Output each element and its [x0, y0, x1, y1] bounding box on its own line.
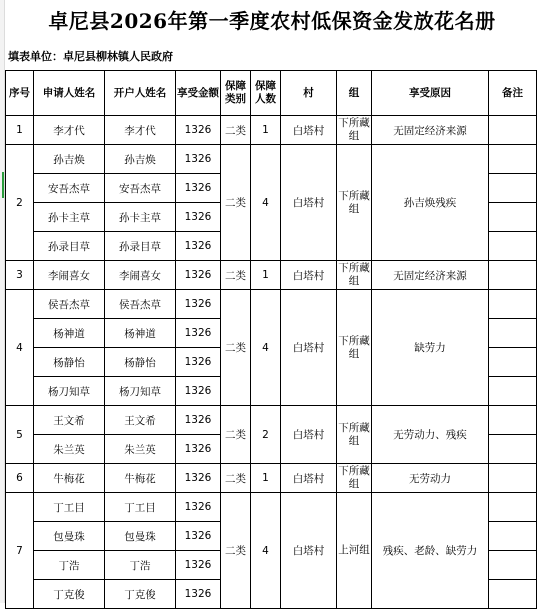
cell-applicant: 包曼珠 [34, 522, 105, 551]
cell-applicant: 朱兰英 [34, 435, 105, 464]
header-seq: 序号 [6, 71, 34, 116]
subsidy-roster-table [5, 70, 537, 609]
cell-amount: 1326 [176, 261, 221, 290]
cell-count: 4 [251, 493, 281, 609]
cell-account: 孙吉焕 [105, 145, 176, 174]
cell-count: 1 [251, 116, 281, 145]
cell-seq: 1 [6, 116, 34, 145]
cell-note [489, 261, 537, 290]
cell-applicant: 杨静怡 [34, 348, 105, 377]
table-row [6, 493, 537, 522]
table-row [6, 406, 537, 435]
cell-amount: 1326 [176, 203, 221, 232]
cell-seq: 3 [6, 261, 34, 290]
cell-note [489, 551, 537, 580]
header-applicant: 申请人姓名 [34, 71, 105, 116]
cell-account: 侯吾杰草 [105, 290, 176, 319]
cell-account: 杨神道 [105, 319, 176, 348]
cell-category: 二类 [221, 493, 251, 609]
cell-category: 二类 [221, 406, 251, 464]
cell-category: 二类 [221, 464, 251, 493]
filling-unit-label: 填表单位：卓尼县柳林镇人民政府 [8, 50, 173, 63]
cell-applicant: 李闹喜女 [34, 261, 105, 290]
cell-village: 白塔村 [281, 116, 337, 145]
cell-applicant: 丁克俊 [34, 580, 105, 609]
cell-count: 2 [251, 406, 281, 464]
cell-applicant: 牛梅花 [34, 464, 105, 493]
header-count: 保障人数 [251, 71, 281, 116]
cell-note [489, 435, 537, 464]
cell-group: 下所藏组 [337, 290, 372, 406]
page-title: 卓尼县2026年第一季度农村低保资金发放花名册 [48, 9, 496, 33]
cell-amount: 1326 [176, 174, 221, 203]
cell-note [489, 580, 537, 609]
header-account: 开户人姓名 [105, 71, 176, 116]
cell-applicant: 孙吉焕 [34, 145, 105, 174]
cell-reason: 无劳动力 [372, 464, 489, 493]
cell-note [489, 203, 537, 232]
cell-count: 4 [251, 145, 281, 261]
cell-amount: 1326 [176, 493, 221, 522]
header-reason: 享受原因 [372, 71, 489, 116]
cell-applicant: 李才代 [34, 116, 105, 145]
cell-village: 白塔村 [281, 145, 337, 261]
cell-group: 下所藏组 [337, 406, 372, 464]
cell-note [489, 174, 537, 203]
cell-note [489, 116, 537, 145]
cell-applicant: 丁工目 [34, 493, 105, 522]
cell-account: 杨刀知草 [105, 377, 176, 406]
cell-amount: 1326 [176, 319, 221, 348]
header-group: 组 [337, 71, 372, 116]
cell-amount: 1326 [176, 435, 221, 464]
cell-applicant: 孙录目草 [34, 232, 105, 261]
cell-amount: 1326 [176, 551, 221, 580]
cell-seq: 2 [6, 145, 34, 261]
cell-applicant: 杨神道 [34, 319, 105, 348]
cell-reason: 无固定经济来源 [372, 261, 489, 290]
cell-amount: 1326 [176, 377, 221, 406]
cell-applicant: 丁浩 [34, 551, 105, 580]
cell-amount: 1326 [176, 522, 221, 551]
cell-account: 丁克俊 [105, 580, 176, 609]
cell-amount: 1326 [176, 145, 221, 174]
cell-amount: 1326 [176, 406, 221, 435]
table-row [6, 290, 537, 319]
header-note: 备注 [489, 71, 537, 116]
cell-amount: 1326 [176, 464, 221, 493]
cell-reason: 孙吉焕残疾 [372, 145, 489, 261]
cell-village: 白塔村 [281, 261, 337, 290]
cell-note [489, 290, 537, 319]
cell-group: 上河组 [337, 493, 372, 609]
cell-account: 孙录目草 [105, 232, 176, 261]
cell-account: 孙卡主草 [105, 203, 176, 232]
header-village: 村 [281, 71, 337, 116]
cell-group: 下所藏组 [337, 261, 372, 290]
cell-group: 下所藏组 [337, 464, 372, 493]
cell-note [489, 319, 537, 348]
table-row [6, 261, 537, 290]
cell-seq: 7 [6, 493, 34, 609]
cell-applicant: 侯吾杰草 [34, 290, 105, 319]
cell-account: 朱兰英 [105, 435, 176, 464]
cell-reason: 缺劳力 [372, 290, 489, 406]
header-category: 保障类别 [221, 71, 251, 116]
cell-account: 丁浩 [105, 551, 176, 580]
cell-category: 二类 [221, 290, 251, 406]
table-row [6, 116, 537, 145]
cell-group: 下所藏组 [337, 116, 372, 145]
cell-group: 下所藏组 [337, 145, 372, 261]
cell-count: 4 [251, 290, 281, 406]
cell-note [489, 464, 537, 493]
table-row [6, 464, 537, 493]
cell-amount: 1326 [176, 348, 221, 377]
cell-count: 1 [251, 261, 281, 290]
cell-amount: 1326 [176, 116, 221, 145]
cell-account: 李才代 [105, 116, 176, 145]
cell-seq: 6 [6, 464, 34, 493]
cell-amount: 1326 [176, 290, 221, 319]
cell-applicant: 王文希 [34, 406, 105, 435]
cell-amount: 1326 [176, 580, 221, 609]
cell-account: 丁工目 [105, 493, 176, 522]
cell-reason: 无固定经济来源 [372, 116, 489, 145]
cell-reason: 无劳动力、残疾 [372, 406, 489, 464]
cell-note [489, 377, 537, 406]
cell-applicant: 孙卡主草 [34, 203, 105, 232]
cell-village: 白塔村 [281, 290, 337, 406]
cell-account: 李闹喜女 [105, 261, 176, 290]
cell-note [489, 348, 537, 377]
cell-account: 王文希 [105, 406, 176, 435]
selection-marker [2, 172, 4, 198]
cell-seq: 5 [6, 406, 34, 464]
cell-applicant: 杨刀知草 [34, 377, 105, 406]
roster-body [6, 116, 537, 609]
cell-seq: 4 [6, 290, 34, 406]
table-row [6, 145, 537, 174]
cell-note [489, 232, 537, 261]
cell-category: 二类 [221, 116, 251, 145]
cell-village: 白塔村 [281, 493, 337, 609]
cell-note [489, 145, 537, 174]
cell-reason: 残疾、老龄、缺劳力 [372, 493, 489, 609]
cell-note [489, 522, 537, 551]
cell-village: 白塔村 [281, 406, 337, 464]
cell-category: 二类 [221, 145, 251, 261]
header-amount: 享受金额 [176, 71, 221, 116]
cell-applicant: 安吾杰草 [34, 174, 105, 203]
cell-note [489, 493, 537, 522]
cell-amount: 1326 [176, 232, 221, 261]
cell-count: 1 [251, 464, 281, 493]
cell-category: 二类 [221, 261, 251, 290]
cell-account: 牛梅花 [105, 464, 176, 493]
cell-note [489, 406, 537, 435]
cell-account: 杨静怡 [105, 348, 176, 377]
cell-account: 包曼珠 [105, 522, 176, 551]
header-row [6, 71, 537, 116]
cell-village: 白塔村 [281, 464, 337, 493]
cell-account: 安吾杰草 [105, 174, 176, 203]
